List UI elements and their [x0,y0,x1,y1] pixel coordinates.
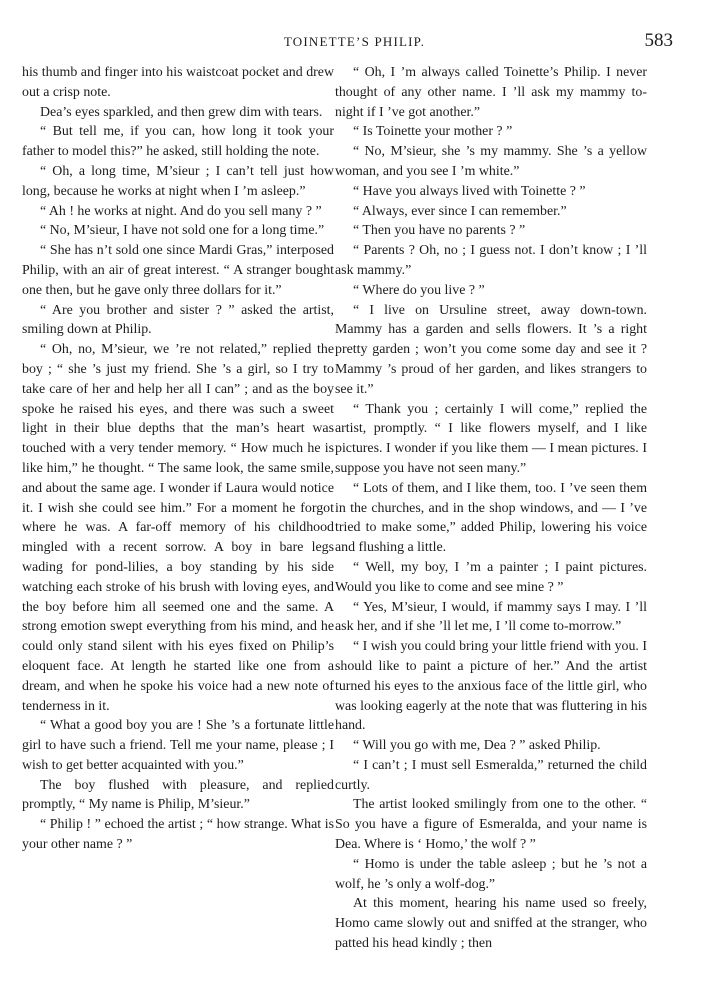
paragraph: “ No, M’sieur, I have not sold one for a long time.” [40,223,325,239]
paragraph: “ Oh, a long time, M’sieur ; I can’t tell just how long, because he works at night when I ’m asleep.” [22,163,334,199]
page-number: 583 [644,30,673,51]
running-title: TOINETTE’S PHILIP. [283,34,426,49]
paragraph: At this moment, hearing his name used so freely, Homo came slowly out and sniffed at the stranger, who patted his head kindly ; then [335,896,647,952]
right-column [335,63,647,993]
paragraph: “ Are you brother and sister ? ” asked the artist, smiling down at Philip. [22,302,334,338]
paragraph: “ Thank you ; certainly I will come,” replied the artist, promptly. “ I like flowers myself, and I like pictures. I wonder if you like them — I mean pictures. I suppose you have not seen many.” [335,401,647,476]
paragraph: “ Then you have no parents ? ” [353,223,526,239]
paragraph: “ I can’t ; I must sell Esmeralda,” returned the child curtly. [335,757,647,793]
paragraph: “ But tell me, if you can, how long it took your father to model this?” he asked, still holding the note. [22,124,334,160]
paragraph: “ Yes, M’sieur, I would, if mammy says I may. I ’ll ask her, and if she ’ll let me, I ’ll come to-morrow.” [335,599,647,635]
paragraph: “ Is Toinette your mother ? ” [353,124,513,140]
paragraph: “ Oh, I ’m always called Toinette’s Philip. I never thought of any other name. I ’ll ask my mammy to-night if I ’ve got another.” [335,65,647,120]
paragraph: “ I live on Ursuline street, away down-town. Mammy has a garden and sells flowers. It ’s a right pretty garden ; won’t you come some day and see it ? Mammy ’s proud of her garden, and likes strangers to see it.” [335,302,647,397]
paragraph: “ Ah ! he works at night. And do you sell many ? ” [40,203,322,219]
paragraph: “ Have you always lived with Toinette ? ” [353,183,586,199]
paragraph: “ I wish you could bring your little friend with you. I should like to paint a picture of her.” And the artist turned his eyes to the anxious face of the little girl, who was looking eagerly at the note that was fluttering in his hand. [335,639,647,734]
paragraph: his thumb and finger into his waistcoat pocket and drew out a crisp note. [22,65,334,100]
paragraph: “ She has n’t sold one since Mardi Gras,” interposed Philip, with an air of great interest. “ A stranger bought one then, but he gave only three dollars for it.” [22,243,334,298]
paragraph: “ Will you go with me, Dea ? ” asked Philip. [353,738,601,754]
paragraph: “ Oh, no, M’sieur, we ’re not related,” replied the boy ; “ she ’s just my friend. She ’s a girl, so I try to take care of her and help her all I can” ; and as the boy spoke he raised his eyes, and there was such a sweet light in their blue depths that the man’s heart was touched with a very tender memory. “ How much he is like him,” he thought. “ The same look, the same smile, and about the same age. I wonder if Laura would notice it. I wish she could see him.” For a moment he forgot where he was. A far-off memory of his childhood mingled with a recent sorrow. A boy in bare legs wading for pond-lilies, a boy standing by his side watching each stroke of his brush with loving eyes, and the boy before him all seemed one and the same. A strong emotion swept everything from his mind, and he could only stand silent with his eyes fixed on Philip’s eloquent face. At length he started like one from a dream, and when he spoke his voice had a new note of tenderness in it. [22,342,334,714]
left-column [22,63,334,993]
paragraph: Dea’s eyes sparkled, and then grew dim with tears. [40,104,323,120]
paragraph: “ Always, ever since I can remember.” [353,203,567,219]
paragraph: “ What a good boy you are ! She ’s a fortunate little girl to have such a friend. Tell me your name, please ; I wish to get better acquainted with you.” [22,718,334,773]
running-head [0,32,709,54]
paragraph: “ Well, my boy, I ’m a painter ; I paint pictures. Would you like to come and see mine ? ” [335,559,647,595]
paragraph: The boy flushed with pleasure, and replied promptly, “ My name is Philip, M’sieur.” [22,777,334,813]
paragraph: “ Where do you live ? ” [353,282,485,298]
paragraph: “ No, M’sieur, she ’s my mammy. She ’s a yellow woman, and you see I ’m white.” [335,144,647,179]
paragraph: “ Philip ! ” echoed the artist ; “ how strange. What is your other name ? ” [22,817,334,853]
paragraph: “ Homo is under the table asleep ; but he ’s not a wolf, he ’s only a wolf-dog.” [335,856,647,892]
paragraph: The artist looked smilingly from one to the other. “ So you have a figure of Esmeralda, and your name is Dea. Where is ‘ Homo,’ the wolf ? ” [335,797,647,853]
paragraph: “ Lots of them, and I like them, too. I ’ve seen them in the churches, and in the shop windows, and — I ’ve tried to make some,” added Philip, lowering his voice and flushing a little. [335,480,647,556]
paragraph: “ Parents ? Oh, no ; I guess not. I don’t know ; I ’ll ask mammy.” [335,243,647,278]
